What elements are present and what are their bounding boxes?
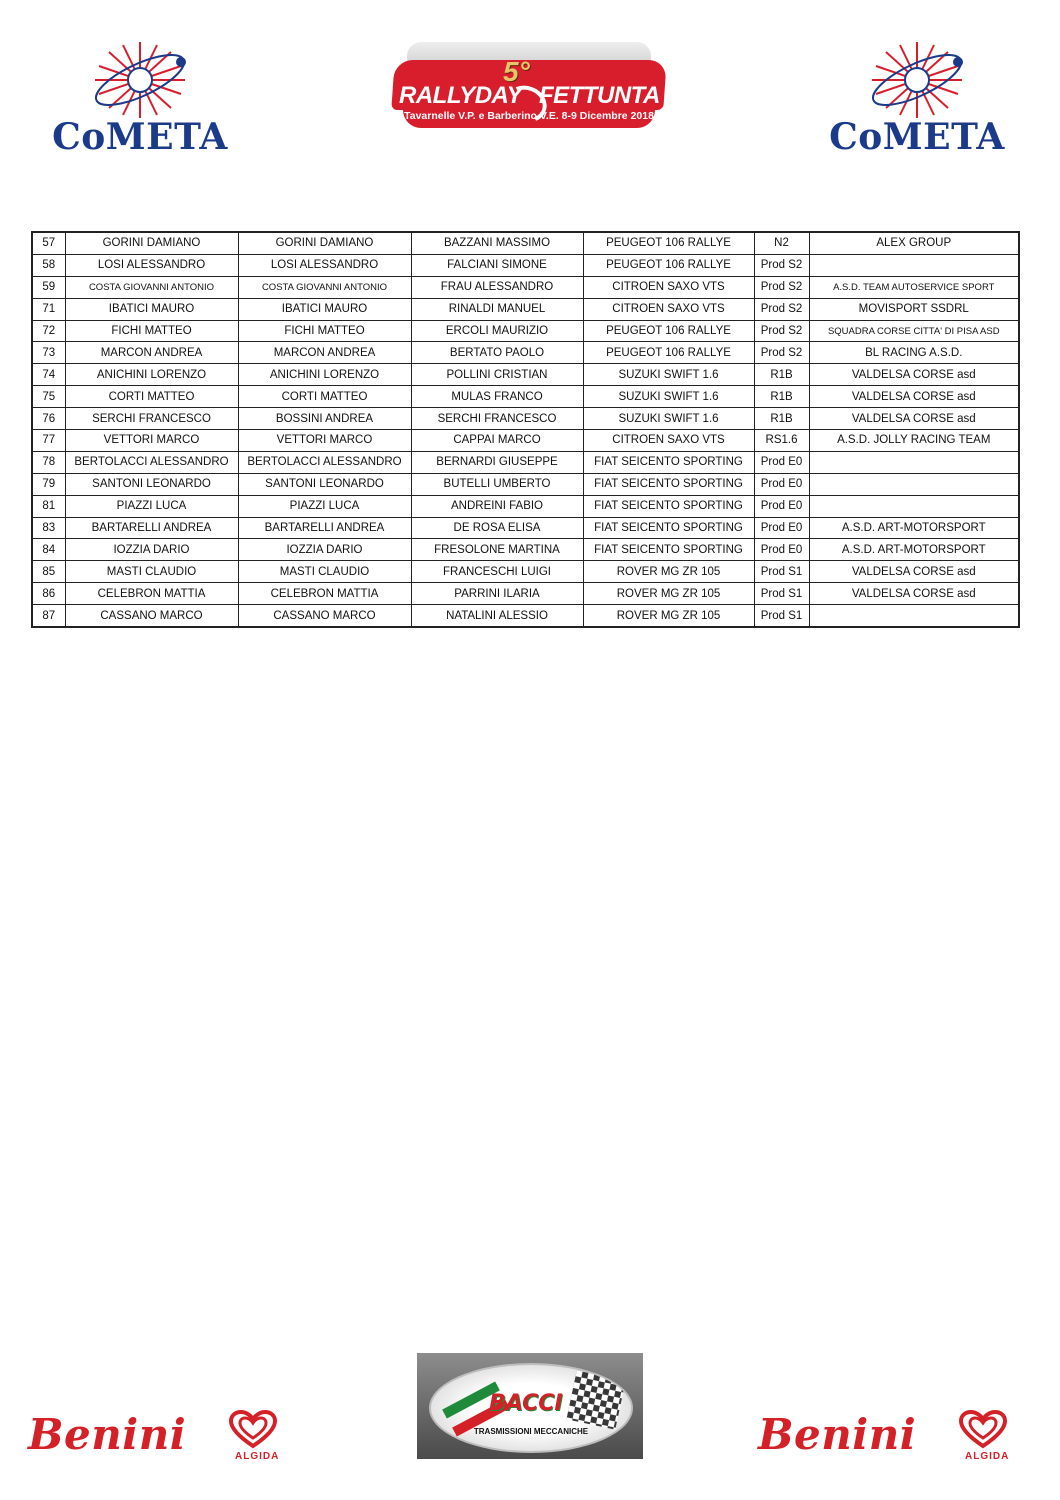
cell-team: SQUADRA CORSE CITTA' DI PISA ASD: [809, 320, 1019, 342]
table-row: [32, 583, 1019, 605]
cell-codriver: BERNARDI GIUSEPPE: [411, 451, 583, 473]
cell-entrant: CELEBRON MATTIA: [65, 583, 238, 605]
cell-car: SUZUKI SWIFT 1.6: [583, 364, 754, 386]
cell-driver: COSTA GIOVANNI ANTONIO: [238, 276, 411, 298]
cell-entrant: PIAZZI LUCA: [65, 495, 238, 517]
cell-codriver: ERCOLI MAURIZIO: [411, 320, 583, 342]
table-row: [32, 517, 1019, 539]
benini-wordmark: Benini: [28, 1410, 187, 1459]
cell-driver: LOSI ALESSANDRO: [238, 254, 411, 276]
cometa-logo-right: [822, 40, 1012, 160]
cell-num: 76: [32, 408, 65, 430]
algida-label: ALGIDA: [235, 1451, 280, 1462]
cell-driver: MARCON ANDREA: [238, 342, 411, 364]
cell-codriver: DE ROSA ELISA: [411, 517, 583, 539]
table-row: [32, 605, 1019, 627]
cell-driver: BOSSINI ANDREA: [238, 408, 411, 430]
cell-team: [809, 495, 1019, 517]
cell-num: 74: [32, 364, 65, 386]
cometa-wordmark: CoMETA: [52, 116, 228, 158]
cell-driver: BERTOLACCI ALESSANDRO: [238, 451, 411, 473]
cell-codriver: MULAS FRANCO: [411, 386, 583, 408]
cell-class: N2: [754, 232, 809, 254]
cell-num: 73: [32, 342, 65, 364]
cell-entrant: MARCON ANDREA: [65, 342, 238, 364]
cell-codriver: FRESOLONE MARTINA: [411, 539, 583, 561]
bacci-wordmark: BACCI: [489, 1391, 563, 1416]
cell-entrant: BERTOLACCI ALESSANDRO: [65, 451, 238, 473]
cell-car: SUZUKI SWIFT 1.6: [583, 386, 754, 408]
table-row: [32, 386, 1019, 408]
table-row: [32, 495, 1019, 517]
cell-codriver: PARRINI ILARIA: [411, 583, 583, 605]
table-row: [32, 342, 1019, 364]
cell-car: SUZUKI SWIFT 1.6: [583, 408, 754, 430]
cometa-logo-left: [45, 40, 235, 160]
cell-driver: VETTORI MARCO: [238, 430, 411, 452]
table-row: [32, 561, 1019, 583]
cell-num: 78: [32, 451, 65, 473]
cell-entrant: BARTARELLI ANDREA: [65, 517, 238, 539]
table-row: [32, 473, 1019, 495]
cell-entrant: MASTI CLAUDIO: [65, 561, 238, 583]
cell-driver: BARTARELLI ANDREA: [238, 517, 411, 539]
cell-entrant: FICHI MATTEO: [65, 320, 238, 342]
event-edition: 5°: [503, 56, 530, 87]
entry-rows: [32, 232, 1019, 627]
cell-num: 83: [32, 517, 65, 539]
cell-class: Prod E0: [754, 473, 809, 495]
cell-car: PEUGEOT 106 RALLYE: [583, 254, 754, 276]
algida-heart-icon: [958, 1410, 1008, 1450]
cell-class: Prod S2: [754, 276, 809, 298]
entry-list-table: [31, 231, 1020, 628]
cell-driver: IOZZIA DARIO: [238, 539, 411, 561]
cell-car: PEUGEOT 106 RALLYE: [583, 232, 754, 254]
cell-class: Prod S2: [754, 254, 809, 276]
cell-num: 84: [32, 539, 65, 561]
cell-car: ROVER MG ZR 105: [583, 583, 754, 605]
cell-num: 71: [32, 298, 65, 320]
cell-driver: SANTONI LEONARDO: [238, 473, 411, 495]
cell-entrant: LOSI ALESSANDRO: [65, 254, 238, 276]
cell-class: Prod S1: [754, 605, 809, 627]
event-subtitle: Tavarnelle V.P. e Barberino V.E. 8-9 Dicembre 2018: [404, 110, 654, 122]
algida-heart-icon: [228, 1410, 278, 1450]
cell-car: FIAT SEICENTO SPORTING: [583, 473, 754, 495]
cell-num: 77: [32, 430, 65, 452]
cell-num: 57: [32, 232, 65, 254]
checkered-flag-icon: [566, 1370, 625, 1429]
cell-num: 79: [32, 473, 65, 495]
benini-wordmark: Benini: [758, 1410, 917, 1459]
table-row: [32, 408, 1019, 430]
cell-class: Prod S2: [754, 298, 809, 320]
cell-entrant: ANICHINI LORENZO: [65, 364, 238, 386]
cell-car: PEUGEOT 106 RALLYE: [583, 342, 754, 364]
bacci-tagline: TRASMISSIONI MECCANICHE: [473, 1427, 589, 1436]
cell-class: R1B: [754, 364, 809, 386]
bacci-logo: [417, 1353, 643, 1459]
cell-team: [809, 473, 1019, 495]
table-row: [32, 298, 1019, 320]
cell-car: CITROEN SAXO VTS: [583, 276, 754, 298]
cell-entrant: IOZZIA DARIO: [65, 539, 238, 561]
cell-entrant: IBATICI MAURO: [65, 298, 238, 320]
cell-codriver: FALCIANI SIMONE: [411, 254, 583, 276]
table-row: [32, 254, 1019, 276]
cell-num: 87: [32, 605, 65, 627]
cell-driver: IBATICI MAURO: [238, 298, 411, 320]
cell-team: BL RACING A.S.D.: [809, 342, 1019, 364]
cell-class: Prod S2: [754, 342, 809, 364]
cometa-star-icon: [862, 40, 972, 120]
cell-codriver: ANDREINI FABIO: [411, 495, 583, 517]
cell-team: A.S.D. JOLLY RACING TEAM: [809, 430, 1019, 452]
cell-entrant: SANTONI LEONARDO: [65, 473, 238, 495]
cell-num: 81: [32, 495, 65, 517]
table-row: [32, 430, 1019, 452]
cell-team: VALDELSA CORSE asd: [809, 364, 1019, 386]
cell-car: FIAT SEICENTO SPORTING: [583, 495, 754, 517]
cell-car: ROVER MG ZR 105: [583, 605, 754, 627]
benini-logo-right: [758, 1410, 1038, 1470]
cell-class: Prod S2: [754, 320, 809, 342]
cell-entrant: CORTI MATTEO: [65, 386, 238, 408]
cell-car: FIAT SEICENTO SPORTING: [583, 517, 754, 539]
cell-entrant: VETTORI MARCO: [65, 430, 238, 452]
cell-num: 59: [32, 276, 65, 298]
cell-driver: MASTI CLAUDIO: [238, 561, 411, 583]
cell-car: CITROEN SAXO VTS: [583, 430, 754, 452]
table-row: [32, 276, 1019, 298]
cometa-wordmark: CoMETA: [829, 116, 1005, 158]
cell-codriver: SERCHI FRANCESCO: [411, 408, 583, 430]
cell-driver: ANICHINI LORENZO: [238, 364, 411, 386]
table-row: [32, 539, 1019, 561]
cell-codriver: RINALDI MANUEL: [411, 298, 583, 320]
cell-team: [809, 254, 1019, 276]
cell-driver: GORINI DAMIANO: [238, 232, 411, 254]
cell-team: A.S.D. ART-MOTORSPORT: [809, 539, 1019, 561]
cell-driver: FICHI MATTEO: [238, 320, 411, 342]
cell-num: 85: [32, 561, 65, 583]
cell-class: Prod E0: [754, 539, 809, 561]
cometa-star-icon: [85, 40, 195, 120]
cell-car: PEUGEOT 106 RALLYE: [583, 320, 754, 342]
table-row: [32, 451, 1019, 473]
cell-driver: CASSANO MARCO: [238, 605, 411, 627]
cell-class: R1B: [754, 386, 809, 408]
cell-team: MOVISPORT SSDRL: [809, 298, 1019, 320]
cell-entrant: CASSANO MARCO: [65, 605, 238, 627]
cell-class: Prod S1: [754, 561, 809, 583]
cell-entrant: COSTA GIOVANNI ANTONIO: [65, 276, 238, 298]
cell-team: A.S.D. ART-MOTORSPORT: [809, 517, 1019, 539]
cell-class: Prod E0: [754, 495, 809, 517]
cell-num: 58: [32, 254, 65, 276]
cell-team: VALDELSA CORSE asd: [809, 583, 1019, 605]
cell-team: [809, 451, 1019, 473]
event-name-part2: FETTUNTA: [539, 82, 660, 109]
cell-codriver: POLLINI CRISTIAN: [411, 364, 583, 386]
event-name-part1: RALLYDAY: [399, 82, 523, 109]
cell-team: ALEX GROUP: [809, 232, 1019, 254]
cell-team: [809, 605, 1019, 627]
cell-team: VALDELSA CORSE asd: [809, 386, 1019, 408]
cell-codriver: FRAU ALESSANDRO: [411, 276, 583, 298]
cell-team: VALDELSA CORSE asd: [809, 561, 1019, 583]
cell-codriver: BAZZANI MASSIMO: [411, 232, 583, 254]
cell-codriver: FRANCESCHI LUIGI: [411, 561, 583, 583]
table-row: [32, 364, 1019, 386]
cell-car: FIAT SEICENTO SPORTING: [583, 539, 754, 561]
cell-car: FIAT SEICENTO SPORTING: [583, 451, 754, 473]
table-row: [32, 320, 1019, 342]
benini-logo-left: [28, 1410, 308, 1470]
table-row: [32, 232, 1019, 254]
rallyday-fettunta-logo: [393, 42, 665, 142]
cell-num: 86: [32, 583, 65, 605]
cell-car: ROVER MG ZR 105: [583, 561, 754, 583]
cell-team: VALDELSA CORSE asd: [809, 408, 1019, 430]
cell-entrant: GORINI DAMIANO: [65, 232, 238, 254]
cell-num: 72: [32, 320, 65, 342]
cell-codriver: BUTELLI UMBERTO: [411, 473, 583, 495]
cell-entrant: SERCHI FRANCESCO: [65, 408, 238, 430]
cell-class: Prod E0: [754, 451, 809, 473]
cell-team: A.S.D. TEAM AUTOSERVICE SPORT: [809, 276, 1019, 298]
cell-class: Prod S1: [754, 583, 809, 605]
cell-driver: CORTI MATTEO: [238, 386, 411, 408]
cell-codriver: NATALINI ALESSIO: [411, 605, 583, 627]
cell-codriver: CAPPAI MARCO: [411, 430, 583, 452]
cell-class: Prod E0: [754, 517, 809, 539]
algida-label: ALGIDA: [965, 1451, 1010, 1462]
cell-driver: PIAZZI LUCA: [238, 495, 411, 517]
cell-class: R1B: [754, 408, 809, 430]
cell-class: RS1.6: [754, 430, 809, 452]
cell-codriver: BERTATO PAOLO: [411, 342, 583, 364]
cell-car: CITROEN SAXO VTS: [583, 298, 754, 320]
cell-driver: CELEBRON MATTIA: [238, 583, 411, 605]
cell-num: 75: [32, 386, 65, 408]
